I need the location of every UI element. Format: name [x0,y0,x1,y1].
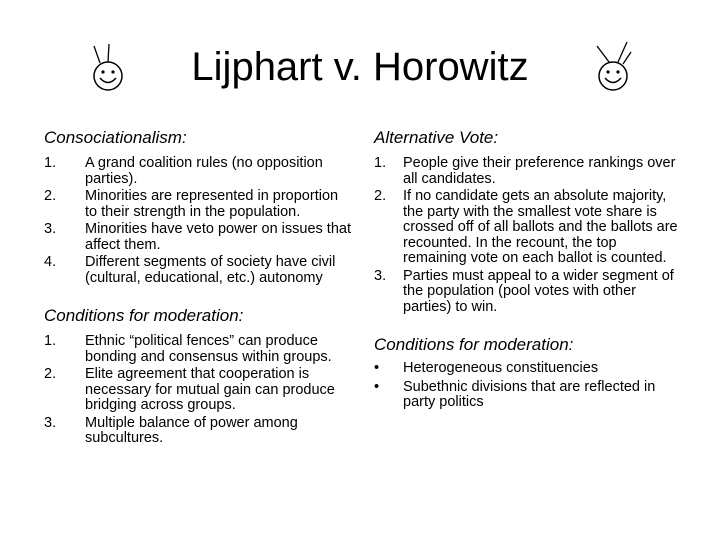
list-item: 4. Different segments of society have civil (cultural, educational, etc.) autonomy [44,254,336,286]
conditions-list-left [44,334,354,447]
list-item: 3. Multiple balance of power among subcultures. [44,414,298,446]
conditions-heading-right: Conditions for moderation: [374,335,574,354]
alternative-vote-column [374,128,684,414]
list-item: 1. A grand coalition rules (no opposition parties). [44,155,323,187]
list-item: 2. Elite agreement that cooperation is necessary for mutual gain can produce bridging across groups. [44,366,335,413]
list-item: • Subethnic divisions that are reflected in party politics [374,378,656,410]
consociationalism-heading: Consociationalism: [44,128,187,147]
list-item: • Heterogeneous constituencies [374,360,599,376]
list-item: 2. Minorities are represented in proportion to their strength in the population. [44,188,339,220]
smiley-face-icon [585,40,645,100]
conditions-heading-left: Conditions for moderation: [44,306,244,325]
consociationalism-list [44,156,354,286]
alternative-vote-heading: Alternative Vote: [374,128,499,147]
list-item: 1. Ethnic “political fences” can produce bonding and consensus within groups. [44,333,332,365]
page-title: Lijphart v. Horowitz [191,45,529,89]
consociationalism-column [44,128,354,449]
list-item: 1. People give their preference rankings over all candidates. [374,155,676,187]
conditions-list-right [374,361,684,411]
list-item: 3. Parties must appeal to a wider segment of the population (pool votes with other parties) to win. [374,267,674,315]
alternative-vote-list [374,156,684,315]
list-item: 2. If no candidate gets an absolute majority, the party with the smallest vote share is crossed off of all ballots and the ballots are recounted. In the recount, the top remaining vote on each ballot is counted. [374,188,678,266]
list-item: 3. Minorities have veto power on issues that affect them. [44,221,351,253]
